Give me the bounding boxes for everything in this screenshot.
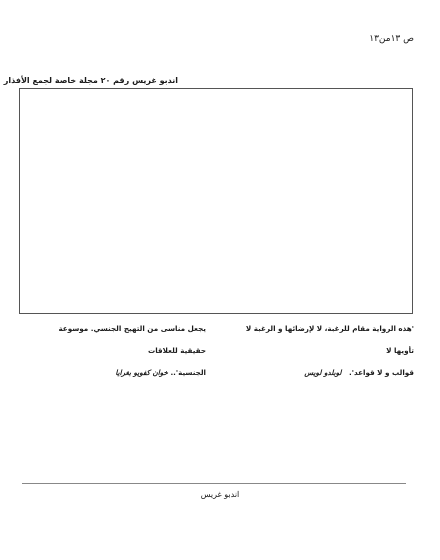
quote-left-column <box>40 318 206 384</box>
series-heading: اندبو غريس رقم ٢٠ مجلة خاصة لجمع الأفذار <box>3 76 178 85</box>
page-number: ص ١٣من١٣ <box>369 34 414 44</box>
quote-left-text: الجنسية'.. <box>170 368 206 377</box>
quote-right-line-2 <box>228 362 414 384</box>
quote-right-text: قوالب و لا قواعد'. <box>349 368 414 377</box>
quote-left-line-2 <box>40 362 206 384</box>
image-placeholder-frame <box>19 88 413 314</box>
quote-left-attribution: خوان كفويو بغرايا <box>115 368 168 377</box>
quote-left-line-1: يجعل مناسى من التهيج الجنسي. موسوعة حقيقية للعلاقات <box>58 324 206 355</box>
quote-right-line-1: 'هذه الرواية مقام للرغبة، لا لإرضائها و الرغبة لا تأويها لا <box>245 324 414 355</box>
footer-divider <box>22 483 406 484</box>
quote-right-column <box>228 318 414 384</box>
footer-title: اندبو غريس <box>200 490 240 499</box>
quote-right-attribution: لوبلدو لويس <box>304 368 342 377</box>
